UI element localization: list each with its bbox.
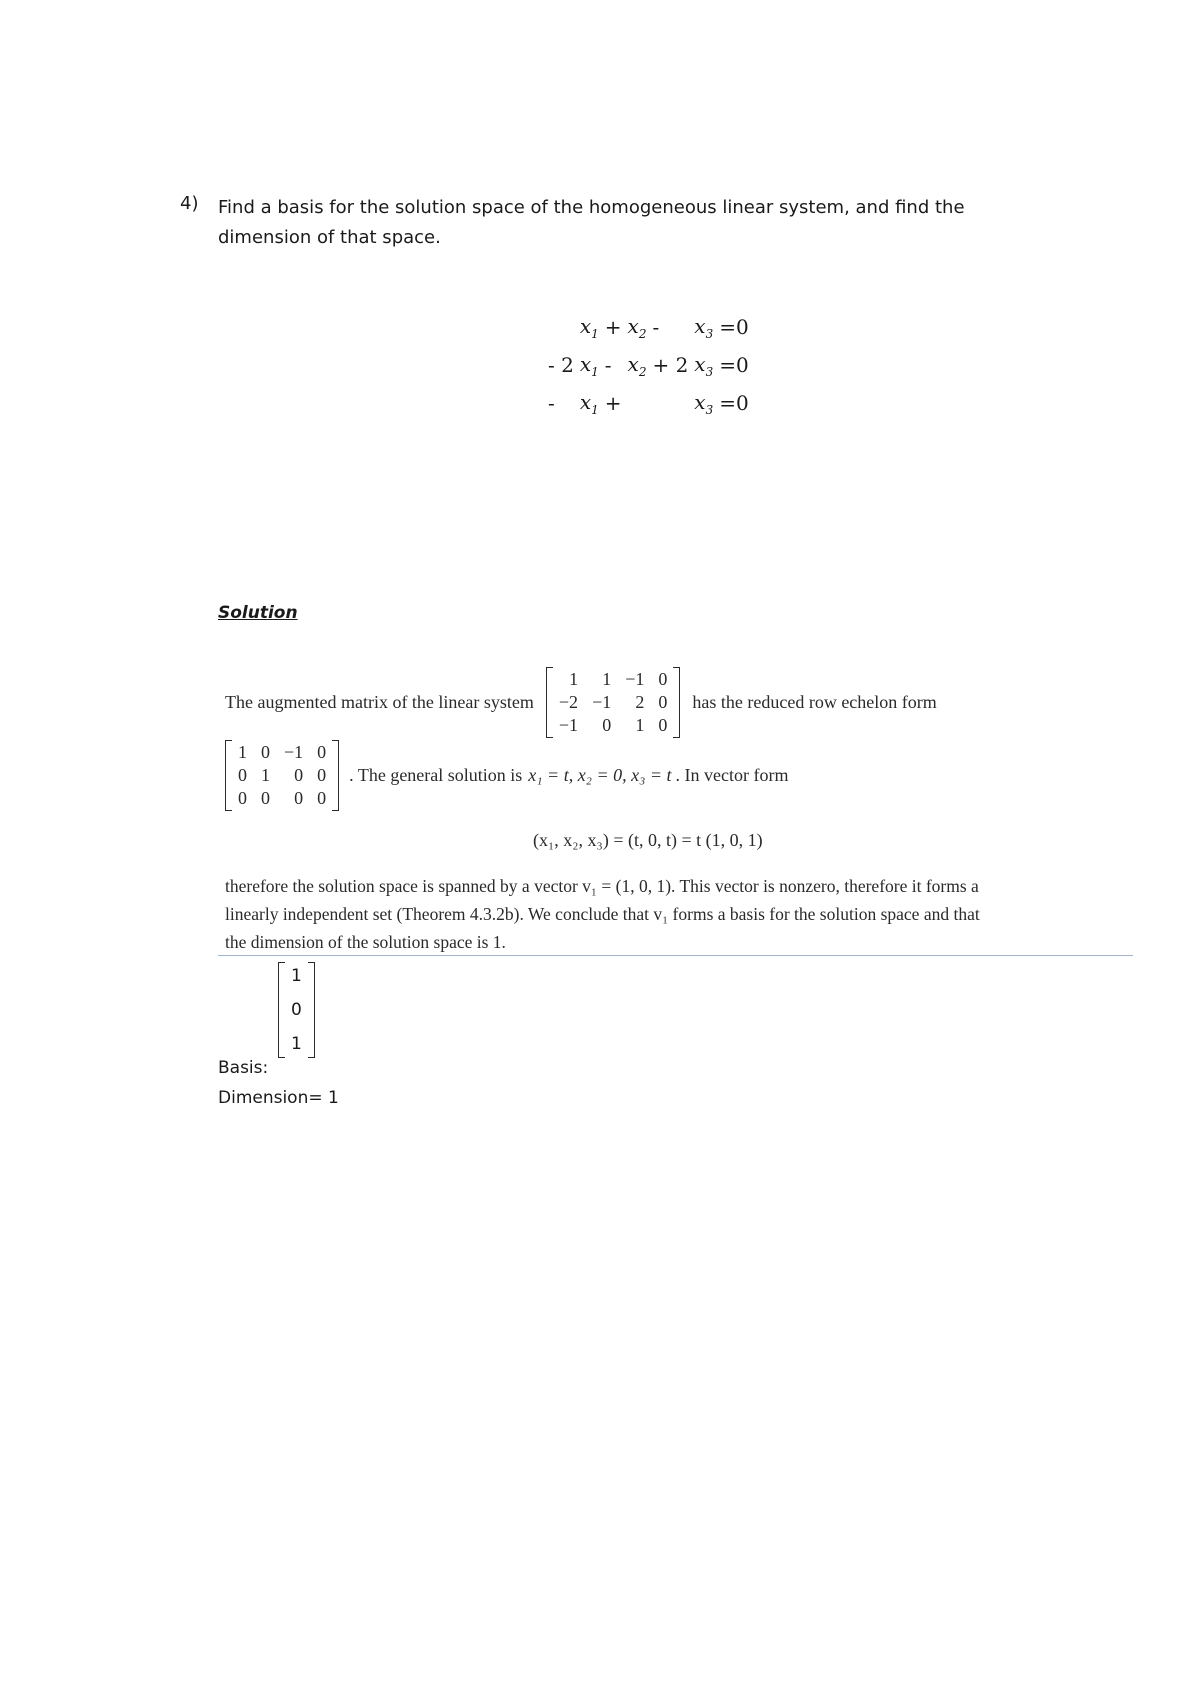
- general-solution-equation: x₁ = t, x₂ = 0, x₃ = t: [528, 765, 672, 785]
- rref-matrix-entry: 0: [238, 788, 247, 808]
- equation-row: - $x_1$ + $x_3$ =0: [548, 389, 749, 417]
- augmented-matrix-entry: −1: [558, 715, 579, 735]
- augmented-matrix-entry: −2: [558, 692, 579, 712]
- general-solution-prefix: . The general solution is: [349, 765, 523, 785]
- rref-matrix-entries: [232, 740, 332, 811]
- basis-vector-entries: [285, 962, 308, 1058]
- augmented-matrix-entries: [553, 667, 673, 738]
- augmented-matrix: [546, 667, 680, 738]
- solution-paragraph-line-1: therefore the solution space is spanned by a vector v₁ = (1, 0, 1). This vector is nonzero, therefore it forms a: [225, 876, 979, 896]
- general-solution-suffix: . In vector form: [675, 765, 789, 785]
- rref-matrix-entry: 0: [261, 742, 270, 762]
- augmented-intro-text: The augmented matrix of the linear system: [225, 692, 534, 712]
- basis-vector-entry: 0: [291, 1000, 302, 1020]
- augmented-matrix-entry: 0: [658, 715, 668, 735]
- basis-vector-matrix: [278, 962, 315, 1058]
- dimension-label: Dimension= 1: [218, 1088, 339, 1108]
- divider: [218, 955, 1133, 956]
- rref-matrix-entry: 1: [238, 742, 247, 762]
- augmented-matrix-entry: 0: [658, 692, 668, 712]
- augmented-matrix-entry: 1: [569, 669, 579, 689]
- basis-vector: [278, 962, 315, 1063]
- augmented-matrix-entry: 0: [658, 669, 668, 689]
- rref-matrix-entry: 0: [261, 788, 270, 808]
- rref-matrix-entry: 0: [238, 765, 247, 785]
- rref-line: [225, 740, 788, 811]
- basis-vector-entry: 1: [291, 966, 302, 986]
- augmented-matrix-entry: 1: [635, 715, 645, 735]
- rref-matrix-entry: 0: [317, 742, 327, 762]
- rref-intro-text: has the reduced row echelon form: [692, 692, 937, 712]
- solution-paragraph-line-3: the dimension of the solution space is 1.: [225, 932, 506, 952]
- solution-heading: Solution: [218, 603, 298, 623]
- question-text: Find a basis for the solution space of the homogeneous linear system, and find the dimension of that space.: [218, 197, 965, 248]
- vector-form: (x₁, x₂, x₃) = (t, 0, t) = t (1, 0, 1): [533, 830, 763, 850]
- augmented-matrix-entry: 1: [602, 669, 612, 689]
- augmented-matrix-line: [225, 667, 937, 738]
- solution-paragraph-line-2: linearly independent set (Theorem 4.3.2b). We conclude that v₁ forms a basis for the solution space and that: [225, 904, 980, 924]
- rref-matrix: [225, 740, 339, 811]
- augmented-matrix-entry: −1: [625, 669, 645, 689]
- basis-vector-entry: 1: [291, 1034, 302, 1054]
- augmented-matrix-entry: −1: [592, 692, 612, 712]
- augmented-matrix-entry: 0: [602, 715, 612, 735]
- rref-matrix-entry: −1: [284, 742, 304, 762]
- rref-matrix-entry: 0: [317, 788, 327, 808]
- basis-label: Basis:: [218, 1058, 269, 1078]
- equation-system: [545, 308, 752, 422]
- question-number: 4): [180, 193, 199, 214]
- rref-matrix-entry: 0: [294, 765, 304, 785]
- rref-matrix-entry: 0: [294, 788, 304, 808]
- rref-matrix-entry: 1: [261, 765, 270, 785]
- equation-row: - 2 $x_1$ - $x_2$ + 2 $x_3$ =0: [548, 351, 749, 379]
- equation-row: $x_1$ + $x_2$ - $x_3$ =0: [579, 313, 749, 341]
- augmented-matrix-entry: 2: [635, 692, 645, 712]
- rref-matrix-entry: 0: [317, 765, 327, 785]
